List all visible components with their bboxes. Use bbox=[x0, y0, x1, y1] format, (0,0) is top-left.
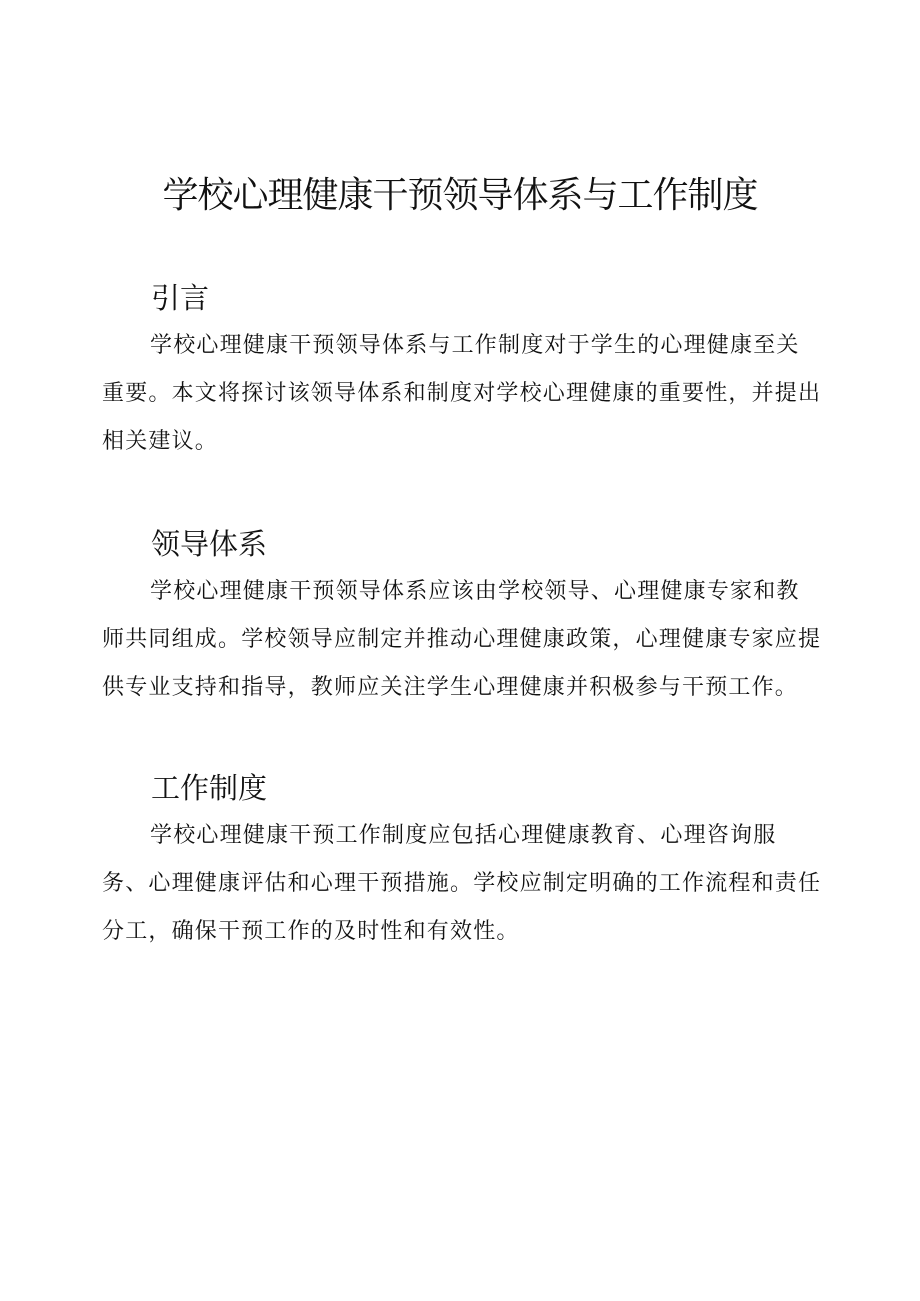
section-body-work-system: 学校心理健康干预工作制度应包括心理健康教育、心理咨询服务、心理健康评估和心理干预措施。学校应制定明确的工作流程和责任分工，确保干预工作的及时性和有效性。 bbox=[102, 823, 822, 944]
section-heading-leadership: 领导体系 bbox=[151, 527, 268, 561]
document-title: 学校心理健康干预领导体系与工作制度 bbox=[162, 175, 758, 216]
section-heading-work-system: 工作制度 bbox=[151, 771, 268, 805]
section-body-intro: 学校心理健康干预领导体系与工作制度对于学生的心理健康至关重要。本文将探讨该领导体系和制度对学校心理健康的重要性，并提出相关建议。 bbox=[102, 333, 822, 454]
section-body-leadership: 学校心理健康干预领导体系应该由学校领导、心理健康专家和教师共同组成。学校领导应制定并推动心理健康政策，心理健康专家应提供专业支持和指导，教师应关注学生心理健康并积极参与干预工作。 bbox=[102, 579, 822, 700]
section-heading-intro: 引言 bbox=[151, 281, 210, 315]
